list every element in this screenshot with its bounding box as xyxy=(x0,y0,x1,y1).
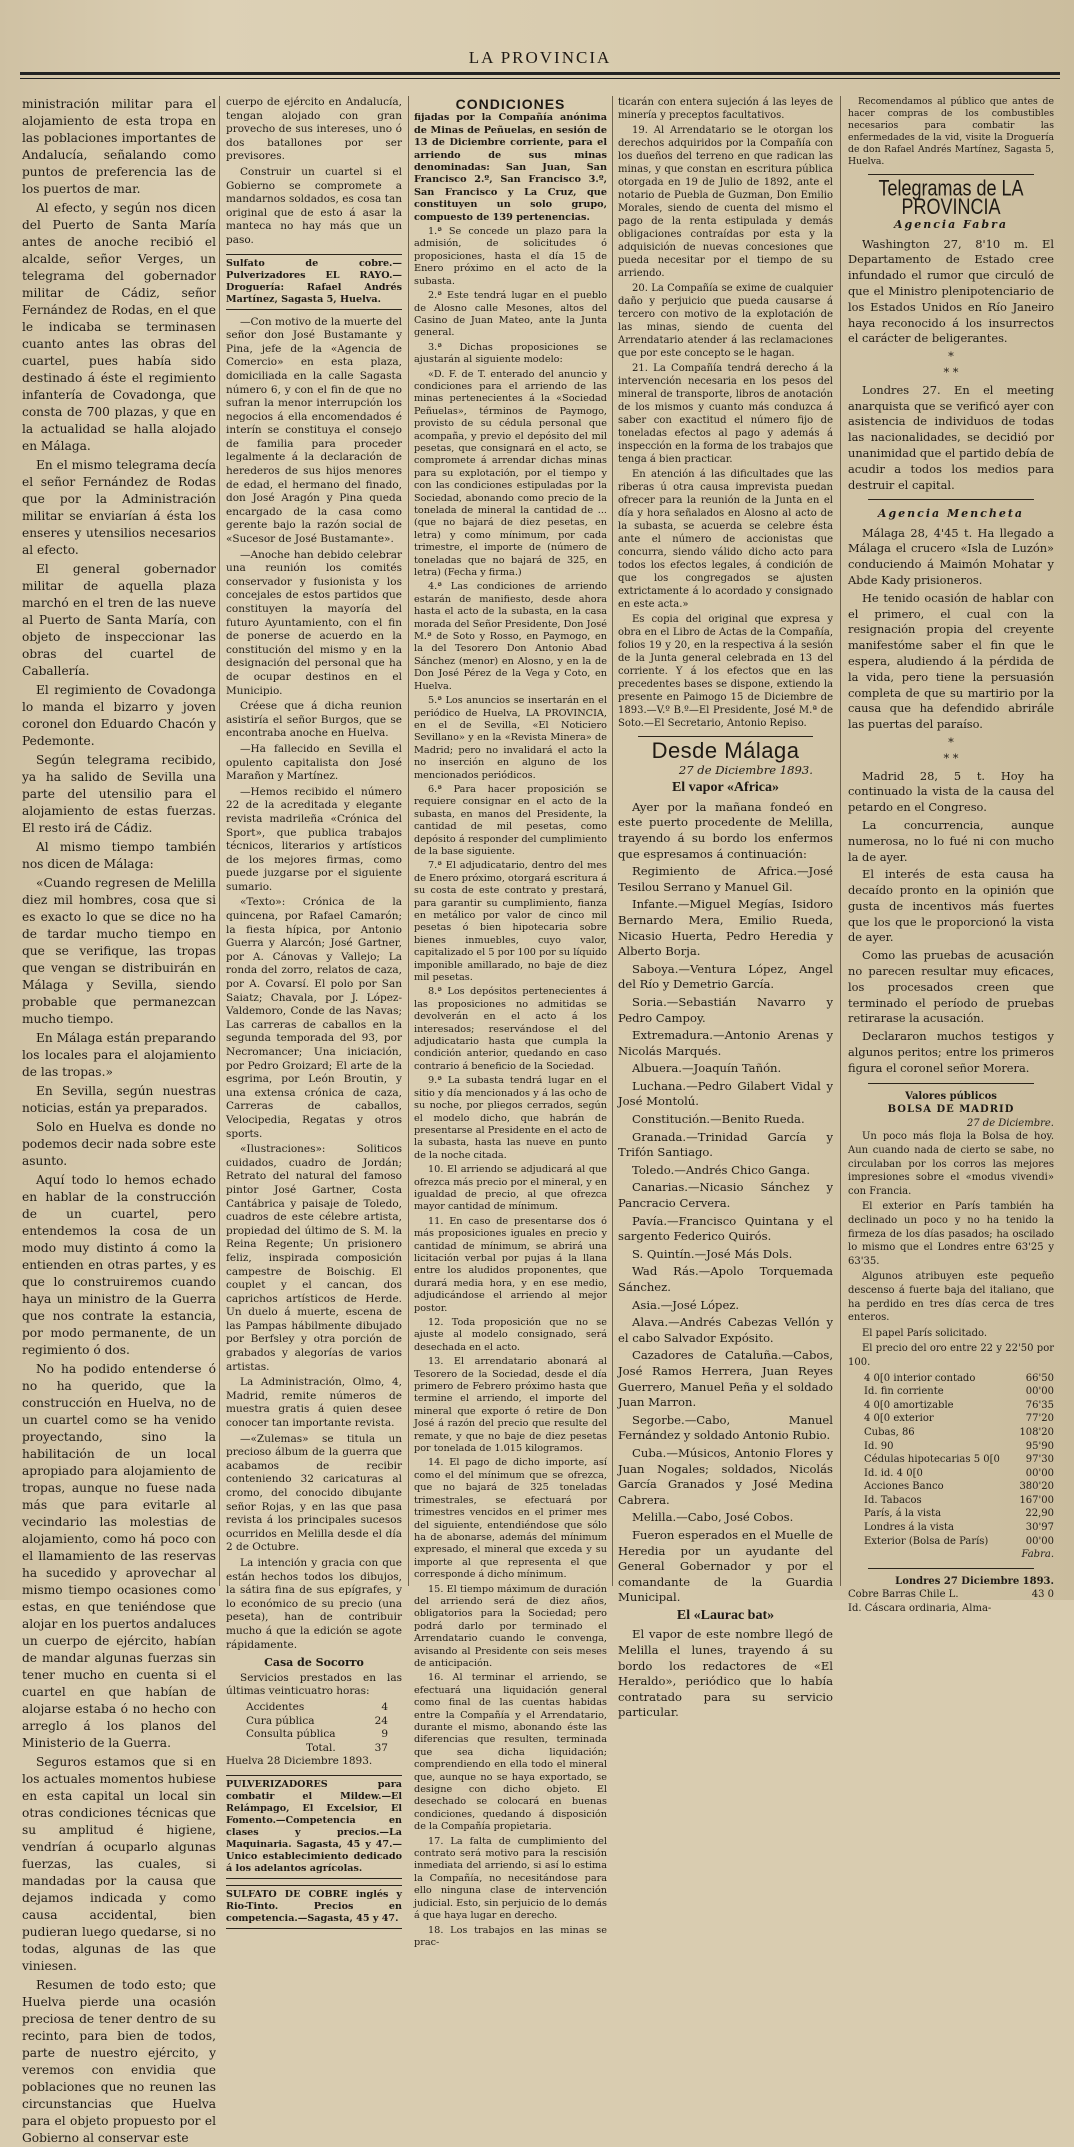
agencia-mencheta-label: Agencia Mencheta xyxy=(877,507,1025,521)
condicion-item: Es copia del original que expresa y obra en el Libro de Actas de la Compañía, folios 19 y 20, en la respectiva á la sesión de la Junta general celebrada en 13 del corriente. Y á los efectos que en las precedentes bases se dispone, extiendo la presente en Paimogo 15 de Diciembre de 1893.—V.º B.º—El Presidente, José M.ª de Soto.—El Secretario, Antonio Repiso. xyxy=(618,614,833,729)
condicion-item: 1.ª Se concede un plazo para la admisión, de solicitudes ó proposiciones, hasta el día 15 de Enero próximo en el acto de la subasta. xyxy=(414,226,607,287)
quote-row: Acciones Banco 380'20 xyxy=(864,1481,1054,1493)
malaga-paragraph: S. Quintín.—José Más Dols. xyxy=(632,1246,793,1261)
malaga-paragraph: Infante.—Miguel Megías, Isidoro Bernardo Mera, Emilio Rueda, Nicasio Huerta, Pedro Heredia y Alberto Borja. xyxy=(618,897,833,959)
malaga-paragraph: Ayer por la mañana fondeó en este puerto procedente de Melilla, trayendo á su bordo los enfermos que espresamos á continuación: xyxy=(618,799,833,861)
advertisement-pulverizadores: PULVERIZADORES para combatir el Mildew.—El Relámpago, El Excelsior, El Fomento.—Competencia en clases y precios.—La Maquinaria. Sagasta, 45 y 47.—Unico establecimiento dedicado á los adelantos agrícolas. xyxy=(226,1775,402,1879)
quote-row: Id. Tabacos 167'00 xyxy=(864,1494,1054,1506)
quote-row: Cubas, 86 108'20 xyxy=(864,1426,1054,1438)
column-5-telegramas xyxy=(848,96,1054,1615)
malaga-paragraph: Asia.—José López. xyxy=(632,1297,740,1312)
malaga-subtitle: El vapor «Africa» xyxy=(671,780,780,796)
quote-row: Id. id. 4 0[0 00'00 xyxy=(864,1467,1054,1479)
socorro-row: Cura pública 24 xyxy=(246,1714,388,1727)
condicion-item: 3.ª Dichas proposiciones se ajustarán al siguiente modelo: xyxy=(414,341,607,366)
article-paragraph: No ha podido entenderse ó no ha querido, que la construcción en Huelva, no de un cuartel como se ha venido proyectando, sino la habilitación de un local apropiado para alojamiento de tropas, aunque no fuese nada más que para evitarle al vecindario las molestias de alojamiento, como há poco con el llamamiento de las reservas ha sucedido y aprovechar al mismo tiempo ocasiones como estas, en que teniéndose que alojar en los puertos andaluces un cuerpo de ejército, habían de mandar algunas fuerzas sin tener mucho en cuenta si el cuartel en que habían de alojarse estaba ó no hecho con arreglo á los planos del Ministerio de la Guerra. xyxy=(22,1362,216,1750)
malaga-paragraph: Fueron esperados en el Muelle de Heredia por un ayudante del General Gobernador y por el comandante de la Guardia Municipal. xyxy=(618,1527,833,1605)
condicion-item: 15. El tiempo máximum de duración del arriendo será de diez años, obligatorios para la Sociedad; pero podrá darlo por terminado el Arrendatario cuando le convenga, avisando al Presidente con seis meses de anticipación. xyxy=(414,1583,607,1669)
article-paragraph: Solo en Huelva es donde no podemos decir nada sobre este asunto. xyxy=(22,1120,216,1168)
column-1-article xyxy=(22,96,216,2145)
news-item: —Hemos recibido el número 22 de la acreditada y elegante revista madrileña «Crónica del Sport», que publica trabajos técnicos, literarios y artísticos de los mejores firmas, como puede juzgarse por el siguiente sumario. xyxy=(226,785,402,893)
quote-row: Id. fin corriente 00'00 xyxy=(864,1386,1054,1398)
condicion-item: ticarán con entera sujeción á las leyes de minería y preceptos facultativos. xyxy=(618,97,833,121)
fabra-signature: Fabra. xyxy=(1021,1549,1054,1561)
quote-row: París, á la vista 22,90 xyxy=(864,1508,1054,1520)
casa-socorro-intro: Servicios prestados en las últimas veinticuatro horas: xyxy=(226,1671,402,1698)
bolsa-madrid-title: BOLSA DE MADRID xyxy=(887,1104,1015,1116)
laurac-bat-subtitle: El «Laurac bat» xyxy=(676,1607,775,1623)
bolsa-paragraph: Algunos atribuyen este pequeño descenso á fuerte baja del italiano, que ha perdido en tres días cerca de tres enteros. xyxy=(848,1271,1054,1324)
condicion-item: 9.ª La subasta tendrá lugar en el sitio y día mencionados y á las ocho de su noche, por pliegos cerrados, según el modelo dicho, que habrán de presentarse al Presidente en el acto de la subasta, hasta las nueve en punto de la noche citada. xyxy=(414,1075,607,1161)
news-item: La intención y gracia con que están hechos todos los dibujos, la sátira fina de sus epígrafes, y lo económico de su precio (una peseta), han de contribuir mucho á que la edición se agote rápidamente. xyxy=(226,1556,402,1651)
condicion-item: En atención á las dificultades que las riberas ú otra causa imprevista puedan ofrecer para la reunión de la Junta en el día y hora señalados en Alosno al acto de la subasta, se acuerda se celebre ésta ante el número de accionistas que concurra, siendo válido dicho acto para todos los efectos legales, á condición de que los congregados se ajusten extrictamente á lo acordado y consignado en este acta.» xyxy=(618,469,833,610)
malaga-paragraph: Regimiento de Africa.—José Tesilou Serrano y Manuel Gil. xyxy=(618,864,833,894)
masthead xyxy=(20,0,1060,90)
column-2-news xyxy=(226,96,402,1924)
desde-malaga-title: Desde Málaga xyxy=(651,738,800,763)
condicion-item: 10. El arriendo se adjudicará al que ofrezca más precio por el mineral, y en igualdad de precio, al que ofrezca mayor cantidad de mínimum. xyxy=(414,1164,607,1213)
advertisement-sulfato: Sulfato de cobre.—Pulverizadores EL RAYO.—Droguería: Rafael Andrés Martínez, Sagasta 5, Huelva. xyxy=(226,254,402,310)
news-item: —«Zulemas» se titula un precioso álbum de la guerra que acabamos de recibir conteniendo 32 caricaturas al cromo, del conocido dibujante señor Rojas, y en las que pasa revista á los principales sucesos ocurridos en Melilla desde el día 2 de Octubre. xyxy=(226,1432,402,1554)
condicion-item: 13. El arrendatario abonará al Tesorero de la Sociedad, desde el día primero de Febrero próximo hasta que termine el arriendo, el importe del mineral que exporte ó retire de Don José á razón del precio que resulte del remate, y que no baje de diez pesetas por tonelada de 1.015 kilogramos. xyxy=(414,1356,607,1455)
telegram: Málaga 28, 4'45 t. Ha llegado a Málaga el crucero «Isla de Luzón» conduciendo á Maimón Mohatar y Abde Kady prisioneros. xyxy=(848,525,1054,587)
bolsa-paragraph: El exterior en París también ha declinado un poco y no ha tenido la firmeza de los días pasados; ha oscilado lo mismo que el Londres entre 63'25 y 63'35. xyxy=(848,1201,1054,1267)
malaga-paragraph: Pavía.—Francisco Quintana y el sargento Federico Quirós. xyxy=(618,1213,833,1244)
malaga-paragraph: Saboya.—Ventura López, Angel del Río y Demetrio García. xyxy=(618,961,833,992)
bolsa-date: 27 de Diciembre. xyxy=(966,1117,1054,1129)
agencia-fabra-label: Agencia Fabra xyxy=(893,218,1008,232)
quote-row: Cobre Barras Chile L. 43 0 xyxy=(848,1589,1054,1601)
malaga-date: 27 de Diciembre 1893. xyxy=(678,762,813,777)
news-item: La Administración, Olmo, 4, Madrid, remite números de muestra gratis á quien desee conocer tan importante revista. xyxy=(226,1376,402,1430)
condiciones-continued xyxy=(618,96,833,730)
malaga-paragraph: Segorbe.—Cabo, Manuel Fernández y soldado Antonio Rubio. xyxy=(618,1412,833,1443)
news-item: —Anoche han debido celebrar una reunión los comités conservador y fusionista y los concejales de estos partidos que constituyen la mayoría del futuro Ayuntamiento, con el fin de ponerse de acuerdo en la constitución del mismo y en la designación del personal que ha de ocupar destinos en el Municipio. xyxy=(226,548,402,697)
column-4 xyxy=(618,96,833,1720)
telegram: Declararon muchos testigos y algunos peritos; entre los primeros figura el coronel señor Morera. xyxy=(848,1029,1054,1075)
quote-row: 4 0[0 interior contado 66'50 xyxy=(864,1372,1054,1384)
section-rule xyxy=(638,736,813,737)
socorro-dateline: Huelva 28 Diciembre 1893. xyxy=(226,1755,373,1768)
malaga-paragraph: Alava.—Andrés Cabezas Vellón y el cabo Salvador Expósito. xyxy=(618,1315,833,1345)
article-paragraph: Construir un cuartel si el Gobierno se compromete a mandarnos soldados, es cosa tan original que de esto á asar la manteca no hay más que un paso. xyxy=(226,165,402,246)
article-paragraph: Según telegrama recibido, ya ha salido de Sevilla una parte del utensilio para el alojamiento de estas fuerzas. El resto irá de Cádiz. xyxy=(22,753,216,835)
malaga-paragraph: Cazadores de Cataluña.—Cabos, José Ramos Herrera, Juan Reyes Guerrero, Manuel Peña y el soldado Juan Marron. xyxy=(618,1348,833,1410)
article-paragraph: cuerpo de ejército en Andalucía, tengan alojado con gran provecho de sus intereses, uno ó dos batallones por ser previsores. xyxy=(226,96,402,163)
malaga-paragraph: Wad Rás.—Apolo Torquemada Sánchez. xyxy=(618,1264,833,1294)
article-paragraph: Aquí todo lo hemos echado en hablar de la construcción de un cuartel, pero entendemos la cosa de un modo muy distinto á como la entienden en otras partes, y es que lo construiremos cuando haya un ministro de la Guerra que nos contrate la estancia, por modo permanente, de un regimiento ó dos. xyxy=(22,1173,216,1357)
quote-row: Exterior (Bolsa de París) 00'00 xyxy=(864,1535,1054,1547)
malaga-paragraph: Luchana.—Pedro Gilabert Vidal y José Montolú. xyxy=(618,1078,833,1109)
news-item: «Ilustraciones»: Soliticos cuidados, cuadro de Jordán; Retrato del natural del famoso pintor José Gartner, Costa Cantábrica y paisaje de Toledo, cuadros de este célebre artista, propiedad del último de S. M. la Reina Regente; Un prisionero feliz, inspirada composición campestre de Boischig. El couplet y el cancan, dos caprichos artísticos de Herde. Un duelo á muerte, escena de las Pampas hábilmente dibujado por Berfsley y otra porción de grabados y alegorías de varios artistas. xyxy=(226,1143,402,1373)
socorro-row: Consulta pública 9 xyxy=(246,1728,388,1741)
telegram: He tenido ocasión de hablar con el primero, el cual con la resignación propia del creyente manifestóme saber el fin que le espera, aludiendo á la pérdida de la vida, pero tiene la persuasión completa de que su martirio por la causa que ha defendido abrirále las puertas del paraíso. xyxy=(848,590,1054,732)
article-paragraph: En Málaga están preparando los locales para el alojamiento de las tropas.» xyxy=(22,1031,216,1079)
condicion-item: 21. La Compañía tendrá derecho á la intervención necesaria en los pesos del mineral de transporte, libros de anotación de los mismos y cuanto más conduzca á saber con exactitud el número fijo de toneladas efectos al pago y además á inspección en la forma de los trabajos que tenga á bien practicar. xyxy=(618,363,833,465)
quote-row: Cédulas hipotecarias 5 0[0 97'30 xyxy=(864,1454,1054,1466)
condicion-item: 5.ª Los anuncios se insertarán en el periódico de Huelva, LA PROVINCIA, en el de Sevilla, «El Noticiero Sevillano» y en la «Revista Minera» de Madrid; pero no invalidará el acto la no inserción en alguno de los mencionados periódicos. xyxy=(414,695,607,781)
condicion-item: 4.ª Las condiciones de arriendo estarán de manifiesto, desde ahora hasta el acto de la subasta, en la casa morada del Señor Presidente, Don José M.ª de Soto y Rosso, en Paymogo, en la del Tesorero Don Antonio Abad Sánchez (menor) en Alosno, y en la de Don José Pérez de la Vega y Coto, en Huelva. xyxy=(414,581,607,692)
telegramas-title: Telegramas de LA PROVINCIA xyxy=(878,175,1024,220)
article-paragraph: En Sevilla, según nuestras noticias, están ya preparados. xyxy=(22,1084,216,1115)
quote-row: 4 0[0 amortizable 76'35 xyxy=(864,1399,1054,1411)
news-item: Créese que á dicha reunion asistiría el señor Burgos, que se encontraba anoche en Huelva. xyxy=(226,700,402,740)
article-paragraph: El regimiento de Covadonga lo manda el bizarro y joven coronel don Eduardo Chacón y Pedemonte. xyxy=(22,683,216,748)
column-divider xyxy=(612,96,613,1586)
droguería-notice: Recomendamos al público que antes de hacer compras de los combustibles necesarios para combatir las enfermedades de la vid, visite la Droguería de don Rafael Andrés Martínez, Sagasta 5, Huelva. xyxy=(848,96,1054,167)
condicion-item: 17. La falta de cumplimiento del contrato será motivo para la rescisión inmediata del arriendo, si así lo estima la Compañía, no necesitándose para ello ninguna clase de intervención judicial. Esto, sin perjuicio de lo demás á que haya lugar en derecho. xyxy=(414,1835,607,1922)
malaga-paragraph: El vapor de este nombre llegó de Melilla el lunes, trayendo á su bordo los redactores de «El Heraldo», periódico que lo había contratado para su servicio particular. xyxy=(618,1627,833,1720)
article-paragraph: Al mismo tiempo también nos dicen de Málaga: xyxy=(22,840,216,871)
newspaper-title: LA PROVINCIA xyxy=(468,48,612,67)
article-paragraph: Seguros estamos que si en los actuales momentos hubiese en esta capital un local sin otras condiciones técnicas que su amplitud é higiene, vendrían á ocuparlo algunas fuerzas, las cuales, si mandadas por la causa que dejamos indicada y como causa accidental, bien pudieran luego quedarse, si no todas, algunas de las que viniesen. xyxy=(22,1755,216,1973)
malaga-paragraph: Granada.—Trinidad García y Trifón Santiago. xyxy=(618,1129,833,1160)
malaga-paragraph: Soria.—Sebastián Navarro y Pedro Campoy. xyxy=(618,994,833,1025)
article-paragraph: Resumen de todo esto; que Huelva pierde una ocasión preciosa de tener dentro de su recinto, para bien de todos, parte de nuestro ejército, y veremos con envidia que poblaciones que no reunen las circunstancias que Huelva para el objeto propuesto por el Gobierno al conservar este xyxy=(22,1978,216,2145)
valores-publicos xyxy=(848,1090,1054,1616)
column-3-condiciones xyxy=(414,96,607,1948)
malaga-paragraph: Canarias.—Nicasio Sánchez y Pancracio Cervera. xyxy=(618,1180,833,1211)
condicion-item: 16. Al terminar el arriendo, se efectuará una liquidación general como final de las cuentas habidas entre la Compañía y el Arrendatario, durante el mismo, abonando éste las diferencias que resulten, terminada que sea dicha liquidación; comprendiendo en ella todo el mineral que, aunque no se haya exportado, se designe con dicho objeto. El desechado se colocará en buenas condiciones, quedando á disposición de la Compañía propietaria. xyxy=(414,1672,607,1833)
telegram: El interés de esta causa ha decaído pronto en la opinión que gusta de incentivos más fuertes que los que le proporcionó la vista de ayer. xyxy=(848,867,1054,945)
condicion-item: 18. Los trabajos en las minas se prac- xyxy=(414,1924,607,1948)
casa-socorro-title: Casa de Socorro xyxy=(264,1656,364,1670)
condicion-item: 11. En caso de presentarse dos ó más proposiciones iguales en precio y cantidad de mínimum, se abrirá una licitación verbal por pujas á la llana entre los aludidos proponentes, que durará media hora, y en ese medio, adjudicándose el arriendo al mejor postor. xyxy=(414,1215,607,1314)
column-divider xyxy=(408,96,409,1586)
quote-row: Londres á la vista 30'97 xyxy=(864,1522,1054,1534)
malaga-paragraph: Cuba.—Músicos, Antonio Flores y Juan Nogales; soldados, Nicolás García Granados y José Medina Cabrera. xyxy=(618,1445,833,1507)
condicion-item: 12. Toda proposición que no se ajuste al modelo consignado, será desechada en el acto. xyxy=(414,1317,607,1353)
telegram: Madrid 28, 5 t. Hoy ha continuado la vista de la causa del petardo en el Congreso. xyxy=(848,768,1054,815)
condicion-item: 8.ª Los depósitos pertenecientes á las proposiciones no admitidas se devolverán en el acto á los interesados; reservándose el del adjudicatario hasta que cumpla la condición anterior, quedando en caso contrario á beneficio de la Sociedad. xyxy=(414,986,607,1072)
malaga-paragraph: Toledo.—Andrés Chico Ganga. xyxy=(632,1162,811,1177)
section-rule xyxy=(868,499,1034,500)
article-paragraph: En el mismo telegrama decía el señor Fernández de Rodas que por la Administración militar se enviarían á ésta los enseres y utensilios necesarios al efecto. xyxy=(22,458,216,557)
section-rule xyxy=(868,1568,1034,1569)
condicion-item: 7.ª El adjudicatario, dentro del mes de Enero próximo, otorgará escritura á su costa de este contrato y prestará, para garantir su cumplimiento, fianza en metálico por valor de cinco mil pesetas ó bien hipotecaria sobre bienes inmuebles, cuyo valor, capitalizado el 5 por 100 por su líquido imponible amillarado, no baje de diez mil pesetas. xyxy=(414,860,607,984)
article-paragraph: Al efecto, y según nos dicen del Puerto de Santa María antes de anoche recibió el alcalde, señor Verges, un telegrama del gobernador militar de Cádiz, señor Fernández de Rodas, en el que le indicaba se terminasen cuanto antes las obras del cuartel, pues había sido destinado á éste el regimiento infantería de Covadonga, que consta de 700 plazas, y que en la actualidad se halla alojado en Málaga. xyxy=(22,201,216,453)
separator-stars: * * * xyxy=(943,734,959,765)
separator-stars: * * * xyxy=(943,349,959,379)
advertisement-sulfato-cobre: SULFATO DE COBRE inglés y Rio-Tinto. Precios en competencia.—Sagasta, 45 y 47. xyxy=(226,1885,402,1929)
condicion-item: 6.ª Para hacer proposición se requiere consignar en el acto de la subasta, en manos del Presidente, la cantidad de mil pesetas, como depósito á responder del cumplimiento de la base siguiente. xyxy=(414,783,607,857)
condiciones-subtitle: fijadas por la Compañía anónima de Minas de Peñuelas, en sesión de 13 de Diciembre corriente, para el arriendo de sus minas denominadas: San Juan, San Francisco 2.º, San Francisco 3.º, San Francisco y La Cruz, que constituyen un solo grupo, compuesto de 139 pertenencias. xyxy=(414,112,607,223)
column-divider xyxy=(840,96,841,1586)
column-divider xyxy=(219,96,220,1586)
socorro-total: Total. 37 xyxy=(306,1741,388,1754)
bolsa-paragraph: El precio del oro entre 22 y 22'50 por 100. xyxy=(848,1343,1054,1368)
section-rule xyxy=(868,1083,1034,1084)
bolsa-paragraph: El papel París solicitado. xyxy=(862,1327,988,1339)
telegram: Washington 27, 8'10 m. El Departamento de Estado cree infundado el rumor que circuló de que el Ministro plenipotenciario de los Estados Unidos en Río Janeiro haya reconocido á los insurrectos el carácter de beligerantes. xyxy=(848,236,1054,346)
condicion-item: 2.ª Este tendrá lugar en el pueblo de Alosno calle Mesones, altos del Casino de Juan Mateo, ante la Junta general. xyxy=(414,290,607,339)
article-paragraph: El general gobernador militar de aquella plaza marchó en el tren de las nueve al Puerto de Santa María, con objeto de inspeccionar las obras del cuartel de Caballería. xyxy=(22,562,216,678)
telegram: Como las pruebas de acusación no parecen resultar muy eficaces, los procesados creen que terminado el período de pruebas retirarase la acusación. xyxy=(848,948,1054,1026)
condicion-item: «D. F. de T. enterado del anuncio y condiciones para el arriendo de las minas pertenecientes á la «Sociedad Peñuelas», términos de Paymogo, provisto de su cédula personal que acompaña, y previo el depósito del mil pesetas, que consignará en el acto, se compromete á arrendar dichas minas para su explotación, por el tiempo y con las condiciones estipuladas por la Sociedad, abonando como precio de la tonelada de mineral la cantidad de ... (que no bajará de diez pesetas, en letra) y como mínimum, por cada trimestre, el importe de (número de toneladas que no bajará de 325, en letra) (Fecha y firma.) xyxy=(414,368,607,579)
malaga-paragraph: Extremadura.—Antonio Arenas y Nicolás Marqués. xyxy=(618,1028,833,1058)
socorro-row: Accidentes 4 xyxy=(246,1700,388,1713)
bolsa-paragraph: Un poco más floja la Bolsa de hoy. Aun cuando nada de cierto se sabe, no circulaban por los corros las mejores impresiones sobre el «modus vivendi» con Francia. xyxy=(848,1131,1054,1197)
quote-row: Id. Cáscara ordinaria, Alma- xyxy=(848,1603,992,1615)
telegram: Londres 27. En el meeting anarquista que se verificó ayer con asistencia de individuos de todas las nacionalidades, se decidió por unanimidad que el partido debía de acudir a todos los medios para destruir el capital. xyxy=(848,382,1054,492)
masthead-rule-thin xyxy=(20,78,1060,79)
quote-row: Id. 90 95'90 xyxy=(864,1440,1054,1452)
condiciones-title: CONDICIONES xyxy=(455,96,566,112)
masthead-rule xyxy=(20,72,1060,75)
article-paragraph: «Cuando regresen de Melilla diez mil hombres, cosa que si es exacto lo que se dice no ha de tardar mucho tiempo en que se verifique, las tropas que vengan se distribuirán en Málaga y Sevilla, siendo probable que permanezcan mucho tiempo. xyxy=(22,876,216,1026)
london-dateline: Londres 27 Diciembre 1893. xyxy=(895,1575,1054,1587)
news-item: «Texto»: Crónica de la quincena, por Rafael Camarón; la fiesta hípica, por Antonio Guerra y Alarcón; José Gartner, por A. Cánovas y Vallejo; La ronda del zorro, relatos de caza, por A. Covarsí. El polo por San Saiatz; Chavala, por J. López-Valdemoro, Conde de las Navas; Las carreras de caballos en la segunda temporada del 93, por Necromancer; Una iniciación, por Pedro Groizard; El arte de la esgrima, por León Broutin, y una extensa crónica de caza, Carreras de caballos, Velocipedia, Regatas y otros sports. xyxy=(226,896,402,1140)
telegram: La concurrencia, aunque numerosa, no lo fué ni con mucho la de ayer. xyxy=(848,817,1054,864)
article-paragraph: ministración militar para el alojamiento de esta tropa en las poblaciones importantes de Andalucía, señalando como puntos de preferencia las de los puertos de mar. xyxy=(22,97,216,196)
condicion-item: 19. Al Arrendatario se le otorgan los derechos adquiridos por la Compañía con los dueños del terreno en que radican las minas, y que constan en escritura pública otorgada en 19 de Julio de 1892, ante el notario de Puebla de Guzman, Don Emilio Morales, siendo de cuenta del mismo el pago de la renta estipulada y demás obligaciones contraídas por esta y la adquisición de nuevas concesiones que pueda necesitar por el tiempo de su arriendo. xyxy=(618,125,833,279)
news-item: —Con motivo de la muerte del señor don José Bustamante y Pina, jefe de la «Agencia de Comercio» en esta plaza, domiciliada en la calle Sagasta número 6, y con el fin de que no sufran la menor interrupción los negocios á ella encomendados é interín se constituya el consejo de familia para proceder legalmente á la declaración de herederos de sus hijos menores de edad, el hermano del finado, don José Aragón y Pina queda encargado de la casa como gerente bajo la razón social de «Sucesor de José Bustamante». xyxy=(226,315,402,546)
malaga-paragraph: Albuera.—Joaquín Tañón. xyxy=(632,1061,782,1076)
quote-row: 4 0[0 exterior 77'20 xyxy=(864,1413,1054,1425)
news-item: —Ha fallecido en Sevilla el opulento capitalista don José Marañon y Martínez. xyxy=(226,742,402,783)
condicion-item: 20. La Compañía se exime de cualquier daño y perjuicio que pueda causarse á tercero con motivo de la explotación de las minas, siendo de cuenta del Arrendatario atender á las reclamaciones que por este concepto se le hagan. xyxy=(618,283,833,359)
malaga-paragraph: Melilla.—Cabo, José Cobos. xyxy=(632,1510,794,1525)
valores-title: Valores públicos xyxy=(905,1090,997,1102)
malaga-paragraph: Constitución.—Benito Rueda. xyxy=(632,1112,805,1127)
condicion-item: 14. El pago de dicho importe, así como el del mínimum que se ofrezca, que no bajará de 325 toneladas trimestrales, se efectuará por trimestres vencidos en el primer mes del siguiente, entendiéndose que sólo ha de abonarse, además del mínimum expresado, el mineral que exceda y su importe al que representa el que corresponde á dicho mínimum. xyxy=(414,1457,607,1581)
